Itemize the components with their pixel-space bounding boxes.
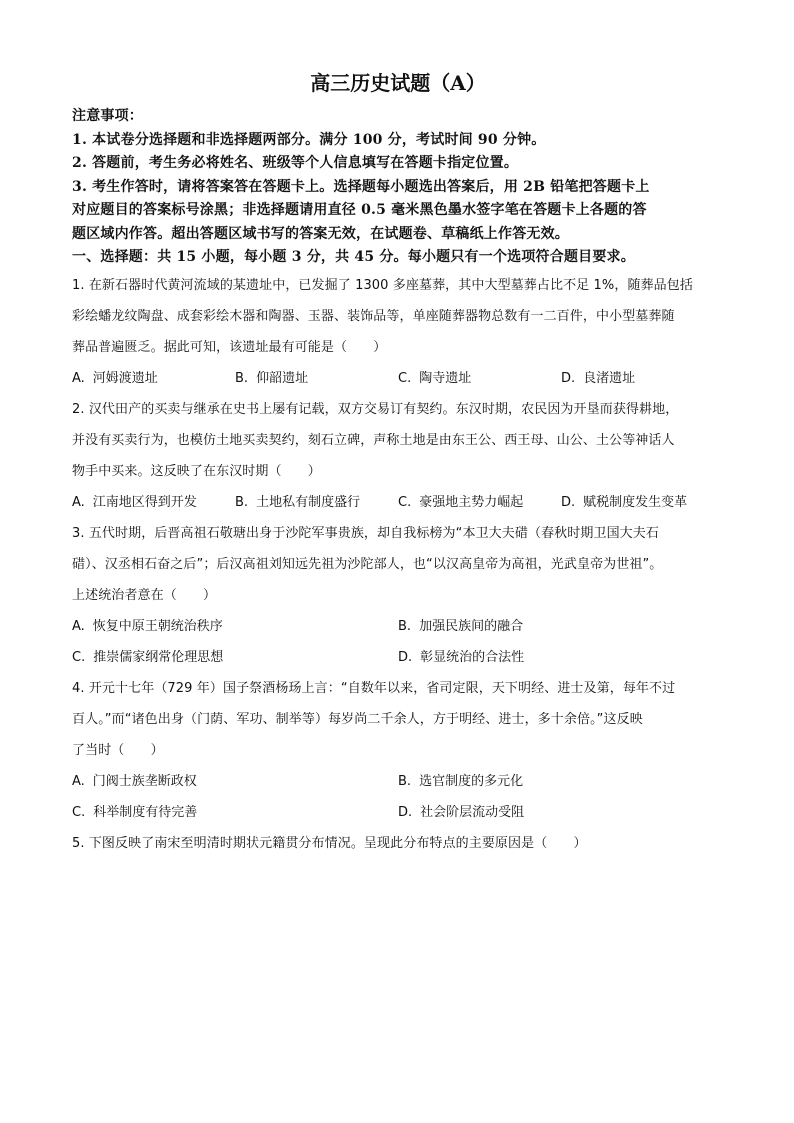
question-text-line: 2. 汉代田产的买卖与继承在史书上屡有记载，双方交易订有契约。东汉时期，农民因为开垦而获得耕地， (72, 401, 679, 417)
option-d[interactable] (561, 487, 724, 518)
option-letter: B. (398, 773, 412, 789)
question-text-line: 物手中买来。这反映了在东汉时期（ ） (72, 463, 321, 479)
option-d[interactable] (398, 797, 724, 828)
option-text: 良渚遗址 (583, 370, 636, 386)
question-text-line: 并没有买卖行为，也模仿土地买卖契约，刻石立碑，声称土地是由东王公、西王母、山公、土公等神话人 (72, 432, 675, 448)
option-c[interactable] (398, 363, 561, 394)
question-2 (72, 394, 724, 518)
option-a[interactable] (72, 487, 235, 518)
option-text: 推崇儒家纲常伦理思想 (93, 649, 224, 665)
option-letter: B. (398, 618, 412, 634)
option-text: 恢复中原王朝统治秩序 (92, 618, 223, 634)
question-text-line: 4. 开元十七年（729 年）国子祭酒杨玚上言：“自数年以来，省司定限，天下明经、进士及第，每年不过 (72, 680, 676, 696)
notice-section (72, 105, 724, 270)
option-text: 社会阶层流动受阻 (420, 804, 525, 820)
option-text: 河姆渡遗址 (92, 370, 158, 386)
question-text-line: 彩绘蟠龙纹陶盘、成套彩绘木器和陶器、玉器、装饰品等，单座随葬器物总数有一二百件，中小型墓葬随 (72, 308, 675, 324)
option-c[interactable] (72, 642, 398, 673)
option-letter: A. (72, 370, 85, 386)
exam-page (72, 68, 724, 859)
options-row (72, 766, 724, 797)
notice-line: 3. 考生作答时，请将答案答在答题卡上。选择题每小题选出答案后，用 2B 铅笔把答题卡上 (72, 178, 650, 195)
question-text-line: 上述统治者意在（ ） (72, 587, 217, 603)
option-letter: B. (235, 494, 249, 510)
option-text: 豪强地主势力崛起 (419, 494, 524, 510)
option-text: 陶寺遗址 (419, 370, 472, 386)
option-letter: D. (398, 649, 413, 665)
option-d[interactable] (398, 642, 724, 673)
option-c[interactable] (72, 797, 398, 828)
option-c[interactable] (398, 487, 561, 518)
question-text-line: 葬品普遍匮乏。据此可知，该遗址最有可能是（ ） (72, 339, 387, 355)
notice-line: 2. 答题前，考生务必将姓名、班级等个人信息填写在答题卡指定位置。 (72, 155, 519, 171)
notice-line: 题区域内作答。超出答题区域书写的答案无效，在试题卷、草稿纸上作答无效。 (72, 225, 569, 242)
option-a[interactable] (72, 611, 398, 642)
option-a[interactable] (72, 363, 235, 394)
options-row (72, 363, 724, 394)
option-b[interactable] (398, 611, 724, 642)
options-row (72, 797, 724, 828)
option-d[interactable] (561, 363, 724, 394)
question-text-line: 1. 在新石器时代黄河流域的某遗址中，已发掘了 1300 多座墓葬，其中大型墓葬占比不足 1%，随葬品包括 (72, 277, 693, 293)
option-letter: D. (561, 494, 576, 510)
option-text: 赋税制度发生变革 (583, 494, 688, 510)
question-4 (72, 673, 724, 828)
option-b[interactable] (235, 487, 398, 518)
page-title: 高三历史试题（A） (310, 71, 486, 95)
question-text-line: 百人。”而“诸色出身（门荫、军功、制举等）每岁尚二千余人，方于明经、进士，多十余倍。”这反映 (72, 711, 643, 727)
option-text: 选官制度的多元化 (419, 773, 524, 789)
option-letter: D. (398, 804, 413, 820)
option-letter: D. (561, 370, 576, 386)
option-letter: B. (235, 370, 249, 386)
options-row (72, 611, 724, 642)
question-text-line: 碏）、汉丞相石奋之后”；后汉高祖刘知远先祖为沙陀部人，也“以汉高皇帝为高祖，光武皇帝为世祖”。 (72, 556, 663, 572)
option-letter: C. (398, 494, 412, 510)
option-b[interactable] (398, 766, 724, 797)
question-5 (72, 828, 724, 859)
option-b[interactable] (235, 363, 398, 394)
question-1 (72, 270, 724, 394)
options-row (72, 487, 724, 518)
option-text: 江南地区得到开发 (92, 494, 197, 510)
option-text: 门阀士族垄断政权 (92, 773, 197, 789)
option-text: 加强民族间的融合 (419, 618, 524, 634)
question-text-line: 5. 下图反映了南宋至明清时期状元籍贯分布情况。呈现此分布特点的主要原因是（ ） (72, 835, 587, 851)
section-heading: 一、选择题：共 15 小题，每小题 3 分，共 45 分。每小题只有一个选项符合题目要求。 (72, 249, 635, 265)
option-text: 仰韶遗址 (256, 370, 309, 386)
option-text: 土地私有制度盛行 (256, 494, 361, 510)
options-row (72, 642, 724, 673)
option-text: 彰显统治的合法性 (420, 649, 525, 665)
option-letter: C. (72, 649, 86, 665)
question-text-line: 3. 五代时期，后晋高祖石敬瑭出身于沙陀军事贵族，却自我标榜为“本卫大夫碏（春秋时期卫国大夫石 (72, 525, 659, 541)
option-letter: C. (398, 370, 412, 386)
notice-line: 对应题目的答案标号涂黑；非选择题请用直径 0.5 毫米黑色墨水签字笔在答题卡上各题的答 (72, 202, 647, 218)
question-3 (72, 518, 724, 673)
option-a[interactable] (72, 766, 398, 797)
option-letter: A. (72, 494, 85, 510)
option-letter: C. (72, 804, 86, 820)
notice-line: 1. 本试卷分选择题和非选择题两部分。满分 100 分，考试时间 90 分钟。 (72, 131, 546, 148)
notice-heading: 注意事项： (72, 108, 143, 124)
option-letter: A. (72, 773, 85, 789)
question-text-line: 了当时（ ） (72, 742, 164, 758)
option-letter: A. (72, 618, 85, 634)
option-text: 科举制度有待完善 (93, 804, 198, 820)
